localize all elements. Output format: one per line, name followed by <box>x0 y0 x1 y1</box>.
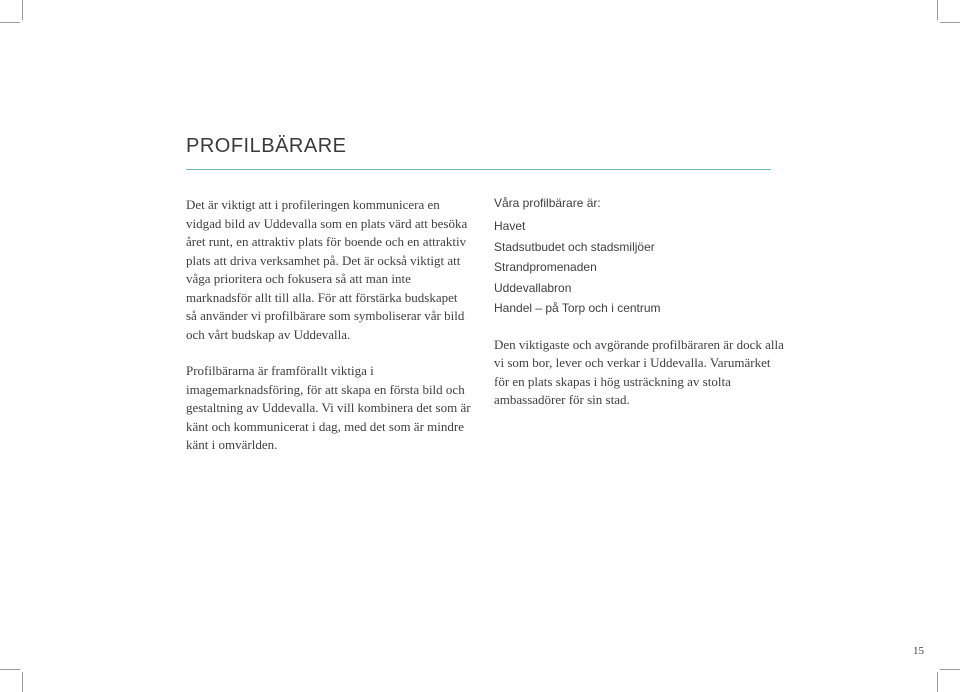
crop-mark-bottom-right-h <box>940 669 960 670</box>
crop-mark-bottom-left-h <box>0 669 20 670</box>
crop-mark-top-left <box>22 0 23 20</box>
profile-list <box>494 216 784 319</box>
profile-item: Strandpromenaden <box>494 260 597 274</box>
profile-item: Stadsutbudet och stadsmiljöer <box>494 239 655 254</box>
crop-mark-bottom-right <box>937 672 938 692</box>
crop-mark-bottom-left <box>22 672 23 692</box>
profile-item: Handel – på Torp och i centrum <box>494 301 661 315</box>
left-paragraph-1: Det är viktigt att i profileringen kommunicera en vidgad bild av Uddevalla som en plats värd att besöka året runt, en attraktiv plats för boende och en attraktiv plats att driva verksamhet på. Det är också viktigt att våga prioritera och fokusera så att man inte marknadsför allt till alla. För att förstärka budskapet så använder vi profilbärare som symboliserar vår bild och vårt budskap av Uddevalla. <box>186 197 468 342</box>
profile-item: Havet <box>494 219 526 233</box>
page-title: PROFILBÄRARE <box>186 135 347 157</box>
profile-intro: Våra profilbärare är: <box>494 196 601 210</box>
left-paragraph-2: Profilbärarna är framförallt viktiga i imagemarknadsföring, för att skapa en första bild och gestaltning av Uddevalla. Vi vill kombinera det som är känt och kommunicerat i dag, med det som är mindre känt i omvärlden. <box>186 363 471 452</box>
crop-mark-top-right <box>937 0 938 20</box>
right-column <box>494 196 784 410</box>
profile-item: Uddevallabron <box>494 280 572 295</box>
crop-mark-top-left-h <box>0 22 20 23</box>
title-divider <box>186 169 771 170</box>
right-paragraph: Den viktigaste och avgörande profilbäraren är dock alla vi som bor, lever och verkar i Uddevalla. Varumärket för en plats skapas i hög usträckning av stolta ambassadörer för sin stad. <box>494 336 784 407</box>
left-column <box>186 196 471 455</box>
crop-mark-top-right-h <box>940 22 960 23</box>
page-number: 15 <box>913 645 924 657</box>
